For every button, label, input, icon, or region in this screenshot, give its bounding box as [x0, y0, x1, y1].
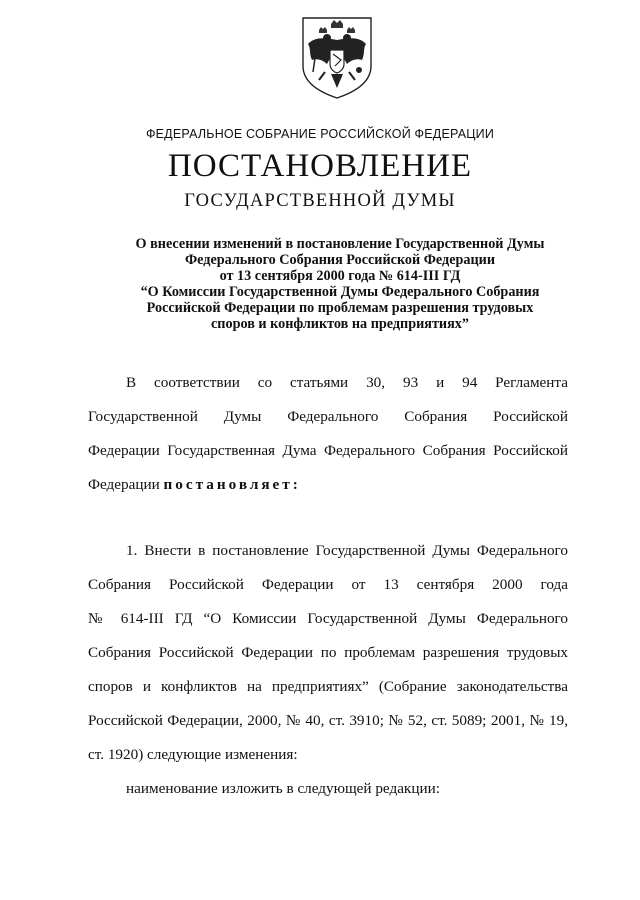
- resolves-keyword: постановляет:: [163, 476, 301, 493]
- item-1-paragraph: [88, 534, 568, 806]
- coat-of-arms-emblem: [297, 14, 377, 100]
- paragraph-line: Российской Федерации, 2000, № 40, ст. 3910; № 52, ст. 5089; 2001, № 19,: [88, 712, 568, 729]
- document-type-subtitle: ГОСУДАРСТВЕННОЙ ДУМЫ: [184, 191, 456, 211]
- paragraph-line: споров и конфликтов на предприятиях” (Собрание законодательства: [88, 678, 568, 695]
- paragraph-line: наименование изложить в следующей редакции:: [126, 780, 440, 797]
- resolution-heading: [120, 236, 560, 332]
- preamble-last-word: Федерации: [88, 476, 160, 493]
- paragraph-line: Собрания Российской Федерации по проблемам разрешения трудовых: [88, 644, 568, 661]
- parliament-name: ФЕДЕРАЛЬНОЕ СОБРАНИЕ РОССИЙСКОЙ ФЕДЕРАЦИИ: [145, 127, 495, 141]
- preamble-paragraph: [88, 366, 568, 502]
- heading-line: споров и конфликтов на предприятиях”: [211, 316, 469, 332]
- heading-line: Российской Федерации по проблемам разрешения трудовых: [146, 300, 534, 316]
- heading-line: “О Комиссии Государственной Думы Федерального Собрания: [140, 284, 540, 300]
- paragraph-line: Собрания Российской Федерации от 13 сентября 2000 года: [88, 576, 568, 593]
- paragraph-line: ст. 1920) следующие изменения:: [88, 746, 298, 763]
- paragraph-line: Федерации Государственная Дума Федерального Собрания Российской: [88, 442, 568, 459]
- paragraph-line: 1. Внести в постановление Государственной Думы Федерального: [126, 542, 568, 559]
- heading-line: Федерального Собрания Российской Федерации: [184, 252, 496, 268]
- paragraph-line: Государственной Думы Федерального Собрания Российской: [88, 408, 568, 425]
- heading-line: О внесении изменений в постановление Государственной Думы: [135, 236, 545, 252]
- heading-line: от 13 сентября 2000 года № 614-III ГД: [219, 268, 461, 284]
- paragraph-line: В соответствии со статьями 30, 93 и 94 Регламента: [126, 374, 568, 391]
- paragraph-line: № 614-III ГД “О Комиссии Государственной Думы Федерального: [88, 610, 568, 627]
- document-type-title: ПОСТАНОВЛЕНИЕ: [167, 148, 473, 184]
- paragraph-line: [88, 468, 568, 502]
